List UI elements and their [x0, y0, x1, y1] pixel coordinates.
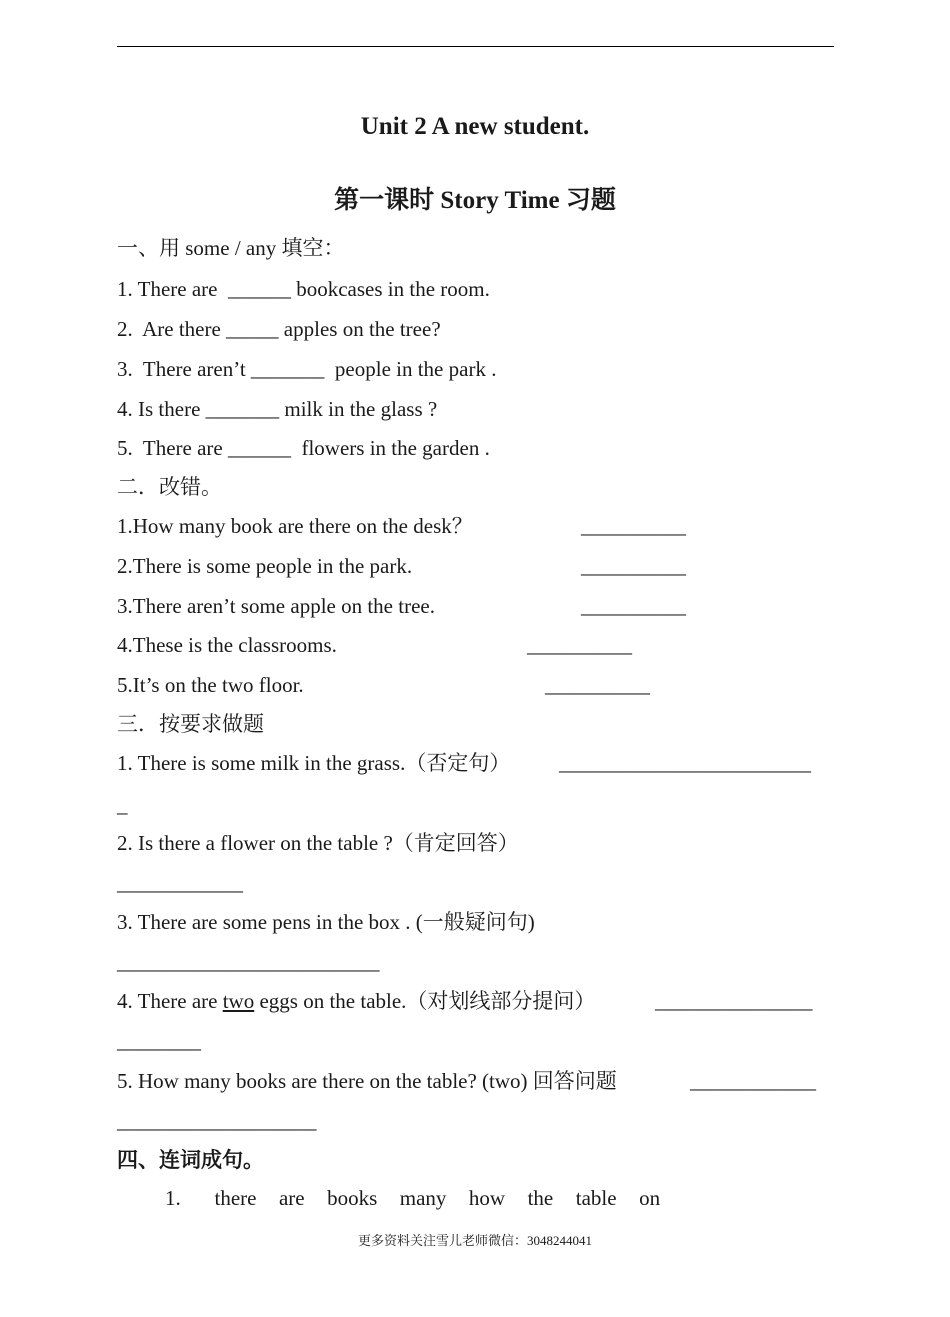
item-text-post: eggs on the table.（对划线部分提问）	[254, 989, 596, 1013]
answer-continuation[interactable]: ____________	[117, 871, 243, 895]
section3-item: 2. Is there a flower on the table ?（肯定回答）	[117, 831, 519, 855]
answer-continuation[interactable]: _	[117, 793, 128, 817]
answer-blank[interactable]: ________________________	[559, 751, 811, 775]
answer-blank[interactable]: _______________	[655, 989, 813, 1013]
footer-note: 更多资料关注雪儿老师微信：3048244041	[357, 1233, 592, 1248]
section3-item: 3. There are some pens in the box . (一般疑问句)	[117, 910, 535, 934]
section1-heading: 一、用 some / any 填空：	[117, 236, 345, 260]
section1-item: 1. There are ______ bookcases in the room.	[117, 277, 490, 301]
answer-blank[interactable]: ____________	[690, 1069, 816, 1093]
section2-heading: 二．改错。	[117, 475, 222, 499]
word-order-item	[165, 1188, 660, 1209]
page-subtitle: 第一课时 Story Time 习题	[334, 187, 616, 214]
underlined-word: two	[222, 989, 255, 1013]
header-rule	[117, 46, 834, 47]
answer-blank[interactable]: __________	[527, 633, 632, 657]
item-number: 1.	[165, 1186, 181, 1210]
section1-item: 5. There are ______ flowers in the garden .	[117, 436, 490, 460]
page-title: Unit 2 A new student.	[360, 113, 590, 140]
answer-continuation[interactable]: ___________________	[117, 1109, 317, 1133]
section3-item: 5. How many books are there on the table? (two) 回答问题	[117, 1069, 623, 1093]
section3-item	[117, 991, 595, 1012]
section2-item: 3.There aren’t some apple on the tree.	[117, 594, 435, 618]
answer-blank[interactable]: __________	[581, 594, 686, 618]
section1-item: 4. Is there _______ milk in the glass ?	[117, 397, 438, 421]
item-text-pre: 4. There are	[117, 989, 223, 1013]
answer-blank[interactable]: __________	[581, 514, 686, 538]
answer-continuation[interactable]: ________	[117, 1029, 201, 1053]
scrambled-words: there are books many how the table on	[214, 1186, 661, 1210]
section3-heading: 三．按要求做题	[117, 712, 264, 736]
answer-continuation[interactable]: _________________________	[117, 950, 380, 974]
section1-item: 2. Are there _____ apples on the tree?	[117, 317, 441, 341]
section2-item: 4.These is the classrooms.	[117, 633, 337, 657]
answer-blank[interactable]: __________	[545, 673, 650, 697]
section1-item: 3. There aren’t _______ people in the park .	[117, 357, 497, 381]
section2-item: 5.It’s on the two floor.	[117, 673, 304, 697]
section2-item: 2.There is some people in the park.	[117, 554, 413, 578]
section4-heading: 四、连词成句。	[117, 1148, 264, 1172]
answer-blank[interactable]: __________	[581, 554, 686, 578]
section2-item: 1.How many book are there on the desk？	[117, 514, 473, 538]
section3-item: 1. There is some milk in the grass.（否定句）	[117, 751, 511, 775]
